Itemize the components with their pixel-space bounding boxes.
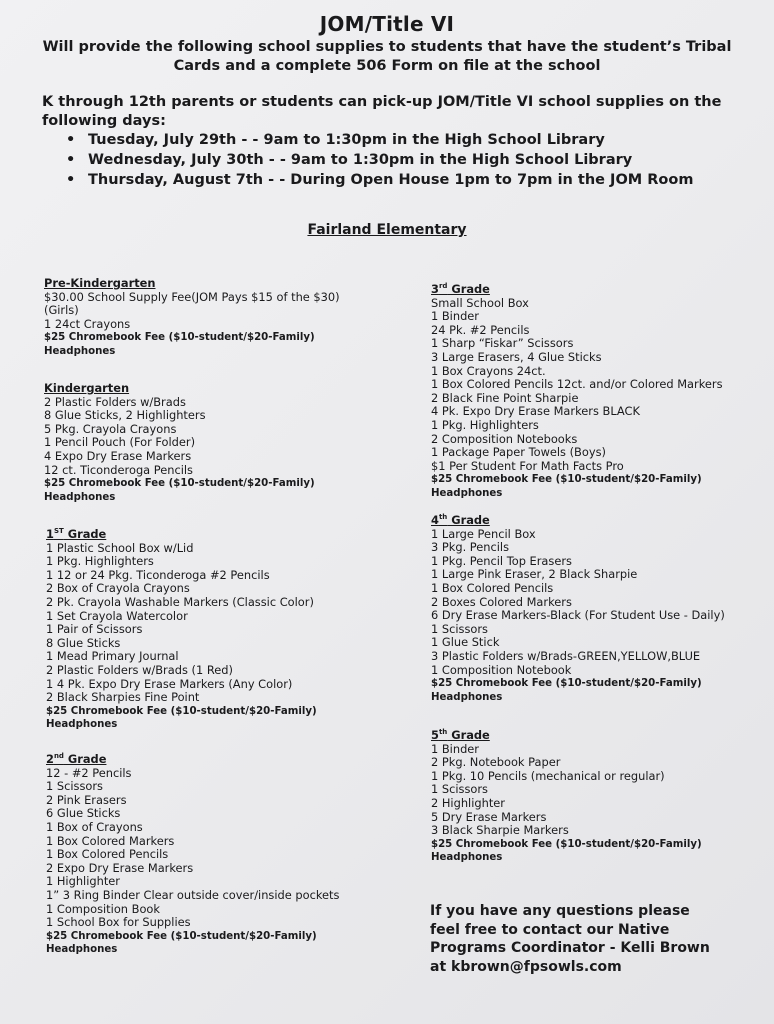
pickup-text: K through 12th parents or students can pick-up JOM/Title VI school supplies on the following days: <box>42 94 722 129</box>
list-item: 1 Highlighter <box>46 874 120 889</box>
list-item: 1 Large Pencil Box <box>431 526 536 541</box>
section-heading <box>431 729 702 743</box>
pickup-day: • Tuesday, July 29th - - 9am to 1:30pm in the High School Library <box>66 130 693 150</box>
section-grade-4 <box>431 514 725 704</box>
grade-suffix: rd <box>438 282 448 291</box>
headphones-item: Headphones <box>431 852 503 864</box>
list-item: 3 Black Sharpie Markers <box>431 823 569 838</box>
list-item: 2 Plastic Folders w/Brads <box>44 394 186 409</box>
list-item: 1 24ct Crayons <box>44 316 131 331</box>
list-item: 1 Box Colored Pencils 12ct. and/or Colored Markers <box>431 377 723 392</box>
section-heading <box>431 283 723 297</box>
grade-suffix: th <box>438 513 448 522</box>
section-grade-5 <box>431 729 702 865</box>
list-item: 12 ct. Ticonderoga Pencils <box>44 462 193 477</box>
contact-email-line: at kbrown@fpsowls.com <box>430 958 622 975</box>
headphones-item: Headphones <box>46 944 118 956</box>
headphones-item: Headphones <box>46 719 118 731</box>
list-item: 2 Boxes Colored Markers <box>431 594 572 609</box>
list-item: 5 Pkg. Crayola Crayons <box>44 421 177 436</box>
list-item: 5 Dry Erase Markers <box>431 809 547 824</box>
list-item: 3 Large Erasers, 4 Glue Sticks <box>431 349 602 364</box>
section-grade-2 <box>46 753 339 957</box>
list-item: 1 Scissors <box>431 621 488 636</box>
list-item: 8 Glue Sticks <box>46 635 121 650</box>
list-item: 1 Box Crayons 24ct. <box>431 363 546 378</box>
list-item: 1 Package Paper Towels (Boys) <box>431 445 606 460</box>
chromebook-fee: $25 Chromebook Fee ($10-student/$20-Family) <box>431 678 702 690</box>
list-item: 1 Pkg. Highlighters <box>46 554 154 569</box>
list-item: 2 Pink Erasers <box>46 792 127 807</box>
headphones-item: Headphones <box>44 491 116 503</box>
headphones-item: Headphones <box>431 691 503 703</box>
list-item: 6 Glue Sticks <box>46 806 121 821</box>
list-item: 1 Composition Notebook <box>431 662 572 677</box>
list-item: 2 Pk. Crayola Washable Markers (Classic Color) <box>46 594 314 609</box>
contact-info <box>430 902 760 976</box>
list-item: 1 Pkg. 10 Pencils (mechanical or regular) <box>431 768 665 783</box>
list-item: 8 Glue Sticks, 2 Highlighters <box>44 408 206 423</box>
chromebook-fee: $25 Chromebook Fee ($10-student/$20-Family) <box>431 838 702 850</box>
list-item: 1 Box Colored Pencils <box>46 847 169 862</box>
grade-label: Grade <box>447 728 490 742</box>
list-item: 1 Pencil Pouch (For Folder) <box>44 435 196 450</box>
grade-suffix: th <box>438 728 448 737</box>
grade-number: 1 <box>46 527 54 541</box>
list-item: 1 4 Pk. Expo Dry Erase Markers (Any Color) <box>46 676 293 691</box>
list-item: 24 Pk. #2 Pencils <box>431 322 530 337</box>
list-item: $30.00 School Supply Fee(JOM Pays $15 of the $30) <box>44 289 340 304</box>
section-heading <box>431 514 725 528</box>
list-item: 2 Pkg. Notebook Paper <box>431 755 561 770</box>
section-kindergarten <box>44 382 315 504</box>
chromebook-fee: $25 Chromebook Fee ($10-student/$20-Family) <box>46 930 317 942</box>
pickup-day: • Thursday, August 7th - - During Open House 1pm to 7pm in the JOM Room <box>66 170 693 190</box>
grade-number: 3 <box>431 282 439 296</box>
list-item: 4 Pk. Expo Dry Erase Markers BLACK <box>431 404 640 419</box>
grade-suffix: ST <box>53 527 64 536</box>
grade-number: 2 <box>46 752 54 766</box>
chromebook-fee: $25 Chromebook Fee ($10-student/$20-Family) <box>46 705 317 717</box>
contact-line: Programs Coordinator - Kelli Brown <box>430 940 710 956</box>
list-item: 1 School Box for Supplies <box>46 915 191 930</box>
list-item: 1 Mead Primary Journal <box>46 649 179 664</box>
list-item: 1 Pair of Scissors <box>46 622 143 637</box>
list-item: 1 Box Colored Pencils <box>431 580 554 595</box>
list-item: 1 Sharp “Fiskar” Scissors <box>431 336 574 351</box>
list-item: 1 Large Pink Eraser, 2 Black Sharpie <box>431 567 638 582</box>
list-item: 1” 3 Ring Binder Clear outside cover/inside pockets <box>46 887 340 902</box>
list-item: 1 Binder <box>431 741 479 756</box>
list-item: 6 Dry Erase Markers-Black (For Student Use - Daily) <box>431 608 725 623</box>
list-item: 1 Box of Crayons <box>46 819 143 834</box>
grade-number: 5 <box>431 728 439 742</box>
section-prek <box>44 277 340 359</box>
list-item: 2 Plastic Folders w/Brads (1 Red) <box>46 662 233 677</box>
chromebook-fee: $25 Chromebook Fee ($10-student/$20-Family) <box>44 478 315 490</box>
list-item: 2 Composition Notebooks <box>431 431 578 446</box>
chromebook-fee: $25 Chromebook Fee ($10-student/$20-Family) <box>44 332 315 344</box>
list-item: 2 Black Fine Point Sharpie <box>431 390 579 405</box>
section-heading <box>46 528 317 542</box>
pickup-day: • Wednesday, July 30th - - 9am to 1:30pm in the High School Library <box>66 150 693 170</box>
grade-number: 4 <box>431 513 439 527</box>
list-item: 4 Expo Dry Erase Markers <box>44 448 192 463</box>
intro-text: Will provide the following school supplies to students that have the student’s Tribal Cards and a complete 506 Form on file at the school <box>42 39 732 74</box>
grade-label: Grade <box>447 513 490 527</box>
section-grade-3 <box>431 283 723 501</box>
grade-label: Grade <box>63 527 107 541</box>
section-heading: Kindergarten <box>44 381 130 395</box>
list-item: (Girls) <box>44 303 79 318</box>
list-item: 1 Composition Book <box>46 901 160 916</box>
chromebook-fee: $25 Chromebook Fee ($10-student/$20-Family) <box>431 474 702 486</box>
grade-suffix: nd <box>53 752 64 761</box>
grade-label: Grade <box>447 282 490 296</box>
list-item: 2 Black Sharpies Fine Point <box>46 690 200 705</box>
headphones-item: Headphones <box>431 487 503 499</box>
list-item: 3 Pkg. Pencils <box>431 540 510 555</box>
list-item: 2 Box of Crayola Crayons <box>46 581 190 596</box>
list-item: 1 Box Colored Markers <box>46 833 175 848</box>
list-item: 1 Binder <box>431 309 479 324</box>
headphones-item: Headphones <box>44 345 116 357</box>
grade-label: Grade <box>63 752 107 766</box>
flyer-title: JOM/Title VI <box>319 12 455 36</box>
list-item: 1 Glue Stick <box>431 635 500 650</box>
list-item: 1 Set Crayola Watercolor <box>46 608 188 623</box>
list-item: 1 Pkg. Highlighters <box>431 417 539 432</box>
list-item: $1 Per Student For Math Facts Pro <box>431 458 624 473</box>
list-item: 2 Expo Dry Erase Markers <box>46 860 194 875</box>
contact-line: If you have any questions please <box>430 903 690 919</box>
list-item: 3 Plastic Folders w/Brads-GREEN,YELLOW,BLUE <box>431 648 701 663</box>
section-heading: Pre-Kindergarten <box>44 276 156 290</box>
contact-line: feel free to contact our Native <box>430 921 670 938</box>
section-grade-1 <box>46 528 317 732</box>
pickup-days-list <box>66 130 693 190</box>
list-item: 1 Plastic School Box w/Lid <box>46 540 194 555</box>
list-item: 1 Scissors <box>46 779 103 794</box>
school-name: Fairland Elementary <box>307 222 467 238</box>
list-item: 1 Pkg. Pencil Top Erasers <box>431 553 572 568</box>
list-item: 1 Scissors <box>431 782 488 797</box>
section-heading <box>46 753 339 767</box>
list-item: 1 12 or 24 Pkg. Ticonderoga #2 Pencils <box>46 567 270 582</box>
list-item: Small School Box <box>431 295 529 310</box>
list-item: 2 Highlighter <box>431 795 505 810</box>
list-item: 12 - #2 Pencils <box>46 765 132 780</box>
